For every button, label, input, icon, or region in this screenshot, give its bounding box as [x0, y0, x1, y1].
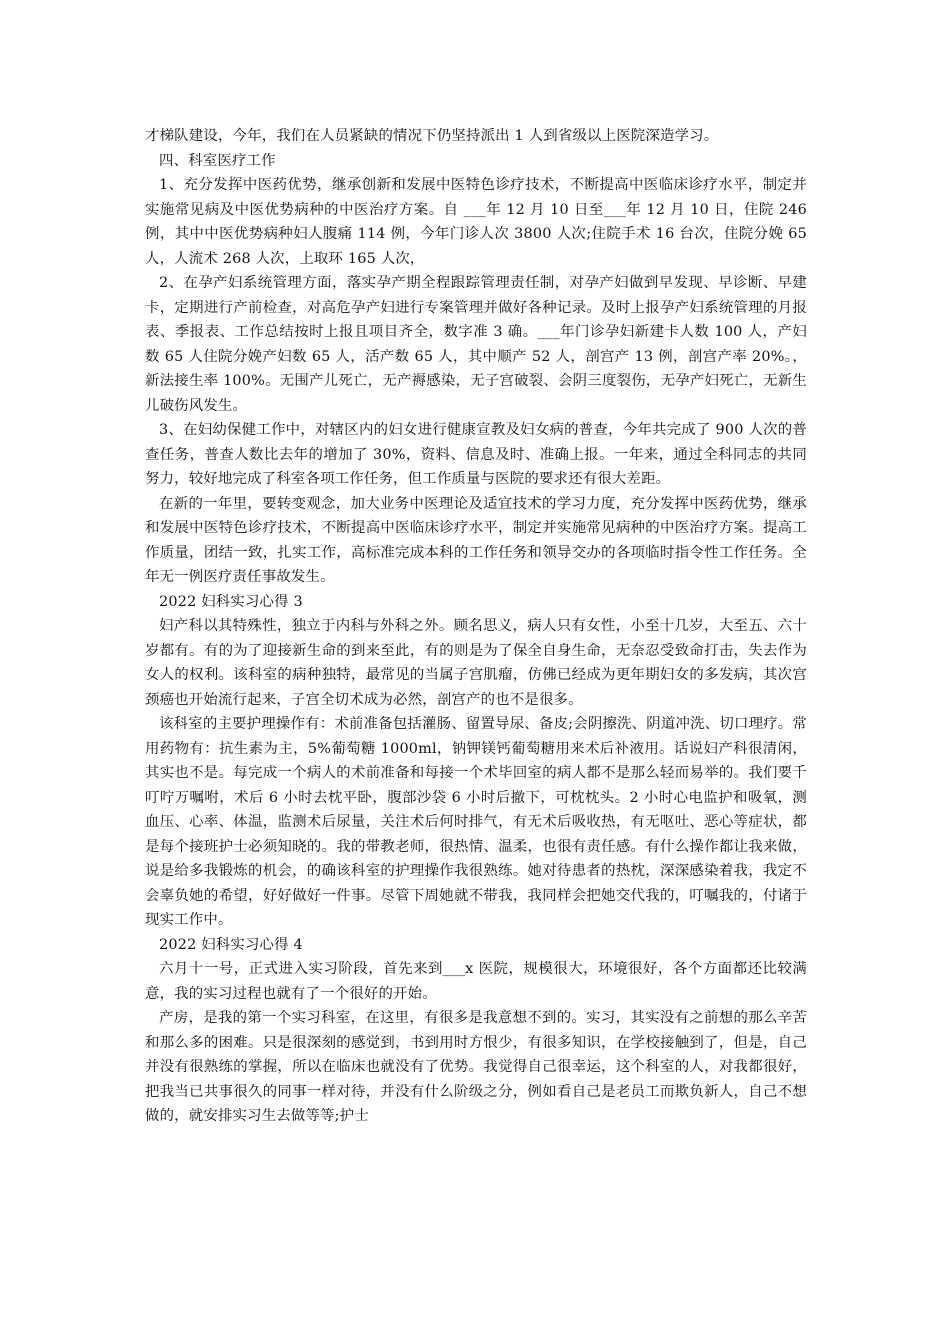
- paragraph-health-care: 3、在妇幼保健工作中，对辖区内的妇女进行健康宣教及妇女病的普查，今年共完成了 900 人次的普查任务，普查人数比去年的增加了 30%，资料、信息及时、准确上报。一年来，通过全科同志的共同努力，较好地完成了科室各项工作任务，但工作质量与医院的要求还有很大差距。: [145, 422, 807, 487]
- section-heading-medical-work: 四、科室医疗工作: [159, 152, 276, 169]
- paragraph-obstetrics-intro: 妇产科以其特殊性，独立于内科与外科之外。顾名思义，病人只有女性，小至十几岁，大至五、六十岁都有。有的为了迎接新生命的到来至此，有的则是为了保全自身生命，无奈忍受致命打击，失去作为女人的权利。该科室的病种独特，最常见的当属子宫肌瘤，仿佛已经成为更年期妇女的多发病，其次宫颈癌也开始流行起来，子宫全切术成为必然，剖宫产的也不是很多。: [145, 618, 807, 708]
- paragraph-talent-team: 才梯队建设，今年，我们在人员紧缺的情况下仍坚持派出 1 人到省级以上医院深造学习。: [145, 128, 719, 144]
- paragraph-maternal-management: 2、在孕产妇系统管理方面，落实孕产期全程跟踪管理责任制，对孕产妇做到早发现、早诊断、早建卡，定期进行产前检查，对高危孕产妇进行专案管理并做好各种记录。及时上报孕产妇系统管理的月报表、季报表、工作总结按时上报且项目齐全，数字准 3 确。___年门诊孕妇新建卡人数 100 人，产妇数 65 人住院分娩产妇数 65 人，活产数 65 人，其中顺产 52 人，剖宫产 13 例，剖宫产率 20%。，新法接生率 100%。无围产儿死亡，无产褥感染，无子宫破裂、会阴三度裂伤，无孕产妇死亡，无新生儿破伤风发生。: [145, 275, 807, 414]
- paragraph-tcm-advantage: 1、充分发挥中医药优势，继承创新和发展中医特色诊疗技术，不断提高中医临床诊疗水平，制定并实施常见病及中医优势病种的中医治疗方案。自 ___年 12 月 10 日至___年 12 月 10 日，住院 246 例，其中中医优势病种妇人腹痛 114 例，今年门诊人次 3800 人次;住院手术 16 台次，住院分娩 65 人，人流术 268 人次，上取环 165 人次，: [145, 177, 807, 267]
- section-heading-internship-4: 2022 妇科实习心得 4: [159, 936, 303, 953]
- document-page: [145, 124, 807, 1129]
- paragraph-new-year-plan: 在新的一年里，要转变观念，加大业务中医理论及适宜技术的学习力度，充分发挥中医药优势，继承和发展中医特色诊疗技术，不断提高中医临床诊疗水平，制定并实施常见病种的中医治疗方案。提高工作质量，团结一致，扎实工作，高标准完成本科的工作任务和领导交办的各项临时指令性工作任务。全年无一例医疗责任事故发生。: [145, 495, 807, 585]
- section-heading-internship-3: 2022 妇科实习心得 3: [159, 593, 303, 610]
- paragraph-nursing-operations: 该科室的主要护理操作有：术前准备包括灌肠、留置导尿、备皮;会阴擦洗、阴道冲洗、切口理疗。常用药物有：抗生素为主，5%葡萄糖 1000ml，钠钾镁钙葡萄糖用来术后补液用。话说妇产科很清闲，其实也不是。每完成一个病人的术前准备和每接一个术毕回室的病人都不是那么轻而易举的。我们要千叮咛万嘱咐，术后 6 小时去枕平卧，腹部沙袋 6 小时后撤下，可枕枕头。2 小时心电监护和吸氧，测血压、心率、体温，监测术后尿量，关注术后何时排气，有无术后吸收热，有无呕吐、恶心等症状，都是每个接班护士必须知晓的。我的带教老师，很热情、温柔，也很有责任感。有什么操作都让我来做，说是给多我锻炼的机会，的确该科室的护理操作我很熟练。她对待患者的热枕，深深感染着我，我定不会辜负她的希望，好好做好一件事。尽管下周她就不带我，我同样会把她交代我的，叮嘱我的，付诸于现实工作中。: [145, 716, 807, 928]
- paragraph-delivery-room: 产房，是我的第一个实习科室，在这里，有很多是我意想不到的。实习，其实没有之前想的那么辛苦和那么多的困难。只是很深刻的感觉到，书到用时方恨少，有很多知识，在学校接触到了，但是，自己并没有很熟练的掌握，所以在临床也就没有了优势。我觉得自己很幸运，这个科室的人，对我都很好，把我当已共事很久的同事一样对待，并没有什么阶级之分，例如看自己是老员工而欺负新人，自己不想做的，就安排实习生去做等等;护士: [145, 1010, 807, 1124]
- paragraph-internship-start: 六月十一号，正式进入实习阶段，首先来到___x 医院，规模很大，环境很好，各个方面都还比较满意，我的实习过程也就有了一个很好的开始。: [145, 961, 807, 1002]
